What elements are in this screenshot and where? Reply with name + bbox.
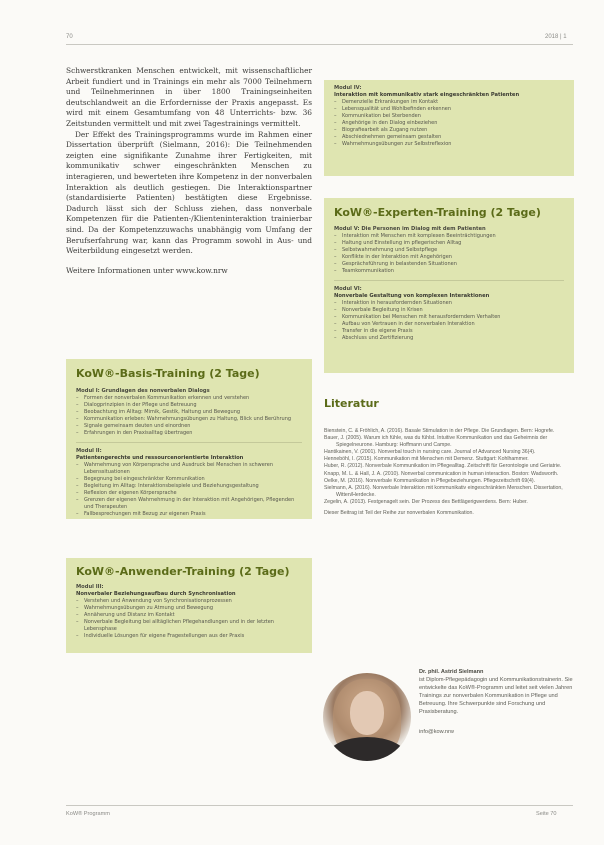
list-item: – Kommunikation bei Menschen mit herausforderndem Verhalten xyxy=(342,314,564,321)
list-item: – Teamkommunikation xyxy=(342,268,564,275)
list-item: – Selbstwahrnehmung und Selbstpflege xyxy=(342,247,564,254)
list-item: – Erfahrungen in den Praxisalltag übertragen xyxy=(84,430,302,437)
info-link-text: Weitere Informationen unter www.kow.nrw xyxy=(66,265,228,275)
module-5-list xyxy=(334,233,564,275)
author-email[interactable]: info@kow.nrw xyxy=(419,729,454,735)
list-item: – Annäherung und Distanz im Kontakt xyxy=(84,612,302,619)
list-item: – Interaktion mit Menschen mit komplexen Beeinträchtigungen xyxy=(342,233,564,240)
list-item: – Abschluss und Zertifizierung xyxy=(342,335,564,342)
list-item: – Nonverbale Begleitung bei alltäglichen Pflegehandlungen und in der letzten Lebensphase xyxy=(84,619,302,633)
reference-item: Bauer, J. (2005). Warum ich fühle, was du fühlst. Intuitive Kommunikation und das Geheimnis der Spiegelneurone. Hamburg: Hoffmann und Campe. xyxy=(324,435,548,449)
module-4-box xyxy=(324,80,574,176)
list-item: – Verstehen und Anwendung von Synchronisationsprozessen xyxy=(84,598,302,605)
module-divider xyxy=(334,280,564,281)
module-4-list xyxy=(334,99,564,148)
list-item: – Biografiearbeit als Zugang nutzen xyxy=(342,127,564,134)
list-item: – Fallbesprechungen mit Bezug zur eigenen Praxis xyxy=(84,511,302,518)
basis-training-box xyxy=(66,359,312,519)
list-item: – Kommunikation erleben: Wahrnehmungsübungen zu Haltung, Blick und Berührung xyxy=(84,416,302,423)
list-item: – Haltung und Einstellung im pflegerischen Alltag xyxy=(342,240,564,247)
reference-item: Zegelin, A. (2013). Festgenagelt sein. Der Prozess des Bettlägerigwerdens. Bern: Huber. xyxy=(324,498,528,505)
list-item: – Aufbau von Vertrauen in der nonverbalen Interaktion xyxy=(342,321,564,328)
module-3-subtitle: Nonverbaler Beziehungsaufbau durch Synchronisation xyxy=(76,591,236,597)
list-item: – Wahrnehmungsübungen zu Atmung und Bewegung xyxy=(84,605,302,612)
module-3-list xyxy=(76,598,302,640)
module-1-list xyxy=(76,395,302,437)
author-note: Dieser Beitrag ist Teil der Reihe zur nonverbalen Kommunikation. xyxy=(324,510,474,517)
list-item: – Demenzielle Erkrankungen im Kontakt xyxy=(342,99,564,106)
module-6 xyxy=(324,286,574,342)
list-item: – Dialogprinzipien in der Pflege und Betreuung xyxy=(84,402,302,409)
anwender-training-box xyxy=(66,558,312,653)
list-item: – Lebensqualität und Wohlbefinden erkennen xyxy=(342,106,564,113)
list-item: – Wahrnehmungsübungen zur Selbstreflexion xyxy=(342,141,564,148)
list-item: – Grenzen der eigenen Wahrnehmung in der Interaktion mit Angehörigen, Pflegenden und Therapeuten xyxy=(84,497,302,511)
body-text xyxy=(66,66,312,276)
module-2-name: Modul II: xyxy=(76,448,102,454)
reference-item: Hantikainen, V. (2001). Nonverbal touch in nursing care. Journal of Advanced Nursing 36(4). xyxy=(324,449,536,456)
reference-item: Henneböhl, I. (2015). Kommunikation mit Menschen mit Demenz. Stuttgart: Kohlhammer. xyxy=(324,456,529,463)
reference-item: Sielmann, A. (2016). Nonverbale Interaktion mit kommunikativ eingeschränkten Menschen. Dissertation, Witten/Herdecke. xyxy=(324,484,563,498)
experten-training-title: KoW®-Experten-Training (2 Tage) xyxy=(334,206,541,219)
list-item: – Angehörige in den Dialog einbeziehen xyxy=(342,120,564,127)
module-2 xyxy=(66,448,312,518)
author-bio xyxy=(419,668,575,736)
list-item: – Transfer in die eigene Praxis xyxy=(342,328,564,335)
module-3-name: Modul III: xyxy=(76,584,104,590)
module-5-name: Modul V: Die Personen im Dialog mit dem Patienten xyxy=(334,226,486,232)
list-item: – Nonverbale Begleitung in Krisen xyxy=(342,307,564,314)
body-paragraph: Der Effekt des Trainingsprogramms wurde im Rahmen einer Dissertation überprüft (Sielmann, 2016): Die Teilnehmenden zeigten eine signifikante Zunahme ihrer Fertigkeiten, mit kommunikativ schwer eingeschränkten Menschen zu interagieren, und bewerteten ihre Kompetenz in der nonverbalen Interaktion als deutlich gestiegen. Die Interaktionspartner (standardisierte Patienten) bestätigten diese Ergebnisse. Dadurch lässt sich der Schluss ziehen, dass nonverbale Kompetenzen für die Patienten-/Klienteninteraktion trainierbar sind. Da der Kompetenzzuwachs unabhängig vom Umfang der Berufserfahrung war, kann das Programm sowohl in Aus- und Weiterbildung eingesetzt werden. xyxy=(66,129,312,256)
module-6-list xyxy=(334,300,564,342)
list-item: – Begleitung im Alltag: Interaktionsbeispiele und Beziehungsgestaltung xyxy=(84,483,302,490)
reference-item: Knapp, M. L. & Hall, J. A. (2010). Nonverbal communication in human interaction. Boston: Wadsworth. xyxy=(324,470,559,477)
module-3 xyxy=(66,584,312,640)
list-item: – Individuelle Lösungen für eigene Fragestellungen aus der Praxis xyxy=(84,633,302,640)
body-paragraph: Schwerstkranken Menschen entwickelt, mit wissenschaftlicher Arbeit fundiert und in Trainings ein mehr als 7000 Teilnehmern und Teilnehmerinnen in über 1800 Trainingseinheiten deutschlandweit an die Erfordernisse der Praxis angepasst. Es wird mit einem Gesamtumfang von 48 Unterrichts- bzw. 36 Zeitstunden vermittelt und mit zwei Tagestrainings vermittelt. xyxy=(66,66,312,128)
list-item: – Reflexion der eigenen Körpersprache xyxy=(84,490,302,497)
author-photo xyxy=(323,673,411,761)
module-4-name: Modul IV: xyxy=(334,85,362,91)
reference-list xyxy=(324,428,574,517)
footer-left: KoW® Programm xyxy=(66,811,110,817)
issue-label: 2018 | 1 xyxy=(545,34,567,40)
list-item: – Formen der nonverbalen Kommunikation erkennen und verstehen xyxy=(84,395,302,402)
list-item: – Abschiednehmen gemeinsam gestalten xyxy=(342,134,564,141)
basis-training-title: KoW®-Basis-Training (2 Tage) xyxy=(76,367,260,380)
list-item: – Begegnung bei eingeschränkter Kommunikation xyxy=(84,476,302,483)
list-item: – Wahrnehmung von Körpersprache und Ausdruck bei Menschen in schweren Lebenssituationen xyxy=(84,462,302,476)
module-divider xyxy=(76,442,302,443)
list-item: – Gesprächsführung in belastenden Situationen xyxy=(342,261,564,268)
module-2-subtitle: Patientengerechte und ressourcenorientierte Interaktion xyxy=(76,455,244,461)
page-number: 70 xyxy=(66,34,73,40)
list-item: – Konflikte in der Interaktion mit Angehörigen xyxy=(342,254,564,261)
module-2-list xyxy=(76,462,302,518)
literatur-heading: Literatur xyxy=(324,397,379,410)
footer-rule xyxy=(66,805,573,806)
module-6-name: Modul VI: xyxy=(334,286,362,292)
list-item: – Kommunikation bei Sterbenden xyxy=(342,113,564,120)
list-item: – Signale gemeinsam deuten und einordnen xyxy=(84,423,302,430)
module-1 xyxy=(66,388,312,437)
module-1-name: Modul I: Grundlagen des nonverbalen Dialogs xyxy=(76,388,210,394)
header-rule xyxy=(66,44,573,45)
author-description: ist Diplom-Pflegepädagogin und Kommunikationstrainerin. Sie entwickelte das KoW®-Programm und leitet seit vielen Jahren Trainings zur nonverbalen Kommunikation in Pflege und Betreuung. Ihre Schwerpunkte sind Forschung und Praxisberatung. xyxy=(419,677,573,715)
reference-item: Huber, R. (2012). Nonverbale Kommunikation im Pflegealltag. Zeitschrift für Gerontologie und Geriatrie. xyxy=(324,463,562,470)
experten-training-box xyxy=(324,198,574,373)
author-name: Dr. phil. Astrid Sielmann xyxy=(419,669,484,675)
reference-item: Oelke, M. (2016). Nonverbale Kommunikation in Pflegebeziehungen. Pflegezeitschrift 69(4). xyxy=(324,477,536,484)
module-4 xyxy=(324,85,574,148)
list-item: – Beobachtung im Alltag: Mimik, Gestik, Haltung und Bewegung xyxy=(84,409,302,416)
reference-item: Bienstein, C. & Fröhlich, A. (2016). Basale Stimulation in der Pflege. Die Grundlagen. Bern: Hogrefe. xyxy=(324,428,555,434)
module-5 xyxy=(324,226,574,275)
module-4-subtitle: Interaktion mit kommunikativ stark eingeschränkten Patienten xyxy=(334,92,520,98)
module-6-subtitle: Nonverbale Gestaltung von komplexen Interaktionen xyxy=(334,293,490,299)
footer-right: Seite 70 xyxy=(536,811,557,817)
list-item: – Interaktion in herausfordernden Situationen xyxy=(342,300,564,307)
anwender-training-title: KoW®-Anwender-Training (2 Tage) xyxy=(76,565,290,578)
